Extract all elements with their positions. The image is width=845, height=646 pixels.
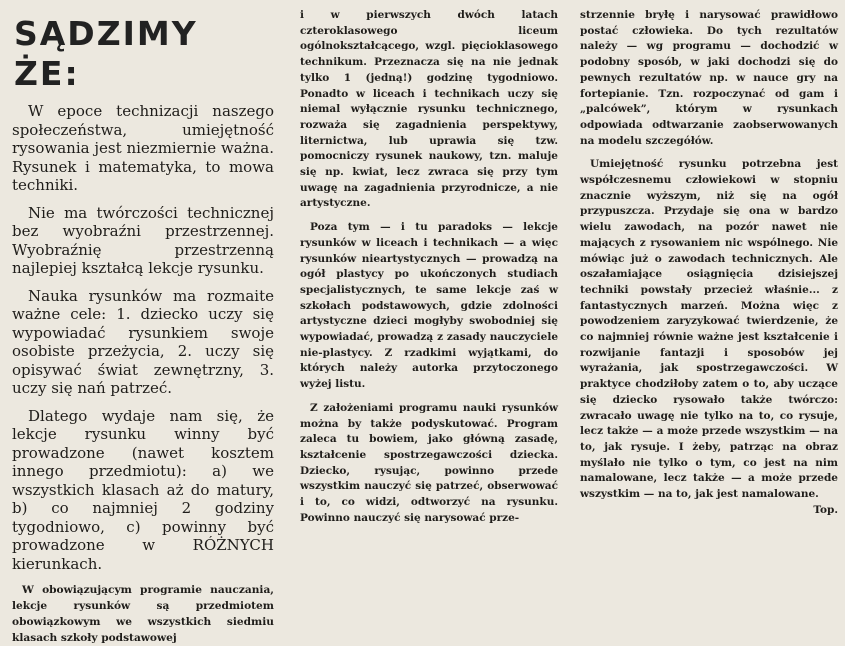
headline: SĄDZIMY ŻE: (14, 14, 198, 93)
paragraph-text: Umiejętność rysunku potrzebna jest współczesnemu człowiekowi w stopniu znacznie wyższym, niż się na ogół przypuszcza. Przydaje się ona w bardzo wielu zawodach, na pozór nawet nie mających z rysowaniem nic wspólnego. Nie mówiąc już o zawodach technicznych. Ale oszałamiające osiągnięcia dzisiejszej techniki powstały przecież właśnie... z fantastycznych marzeń. Można więc z powodzeniem zaryzykować twierdzenie, że co najmniej równie ważne jest kształcenie i rozwijanie fantazji i sposobów jej wyrażania, jak spostrzegawczości. W praktyce chodziłoby zatem o to, aby uczące się dziecko rysowało także twórczo: zwracało uwagę nie tylko na to, co rysuje, lecz także — a może przede wszystkim — na to, jak rysuje. I żeby, patrząc na obraz myślało nie tylko o tym, co jest na nim namalowane, lecz także — a może przede wszystkim — na to, jak jest namalowane. (580, 158, 838, 501)
paragraph: Nie ma twórczości technicznej bez wyobraźni przestrzennej. Wyobraźnię przestrzenną najlepiej kształcą lekcje rysunku. (12, 203, 274, 277)
paragraph: i w pierwszych dwóch latach czteroklasowego liceum ogólnokształcącego, wzgl. pięcioklasowego technikum. Przeznacza się na nie jednak tylko 1 (jedną!) godzinę tygodniowo. Ponadto w liceach i technikach uczy się niemal wyłącznie rysunku technicznego, rozważa się zagadnienia perspektywy, liternictwa, lub uprawia się tzw. pomocniczy rysunek naukowy, tzn. maluje się np. kwiat, lecz zwraca się przy tym uwagę na zagadnienia przyrodnicze, a nie artystyczne. (300, 9, 558, 210)
paragraph: strzennie bryłę i narysować prawidłowo postać człowieka. Do tych rezultatów należy — wg programu — dochodzić w podobny sposób, w jaki dochodzi się do pewnych rezultatów np. w nauce gry na fortepianie. Tzn. rozpoczynać od gam i „palcówek”, którym w rysunkach odpowiada odtwarzanie zaobserwowanych na modelu szczegółów. (580, 9, 838, 147)
column-2 (300, 8, 558, 527)
paragraph: Poza tym — i tu paradoks — lekcje rysunków w liceach i technikach — a więc rysunków nieartystycznych — prowadzą na ogół plastycy po ukończonych studiach specjalistycznych, te same lekcje zaś w szkołach podstawowych, gdzie zdolności artystyczne dzieci mogłyby swobodniej się wypowiadać, prowadzą z zasady nauczyciele nie-plastycy. Z rzadkimi wyjątkami, do których należy autorka przytoczonego wyżej listu. (300, 221, 558, 391)
paragraph (580, 157, 838, 516)
column-3 (580, 8, 838, 519)
column-1 (12, 0, 274, 646)
paragraph: W obowiązującym programie nauczania, lekcje rysunków są przedmiotem obowiązkowym we wszystkich siedmiu klasach szkoły podstawowej (12, 584, 274, 644)
author-signature: Top. (813, 503, 838, 516)
paragraph: Dlatego wydaje nam się, że lekcje rysunku winny być prowadzone (nawet kosztem innego przedmiotu): a) we wszystkich klasach aż do matury, b) co najmniej 2 godziny tygodniowo, c) powinny być prowadzone w RÓŻNYCH kierunkach. (12, 406, 274, 573)
paragraph: Z założeniami programu nauki rysunków można by także podyskutować. Program zaleca tu bowiem, jako główną zasadę, kształcenie spostrzegawczości dziecka. Dziecko, rysując, powinno przede wszystkim nauczyć się patrzeć, obserwować i to, co widzi, odtworzyć na rysunku. Powinno nauczyć się narysować prze- (300, 401, 558, 524)
paragraph: Nauka rysunków ma rozmaite ważne cele: 1. dziecko uczy się wypowiadać rysunkiem swoje osobiste przeżycia, 2. uczy się opisywać świat zewnętrzny, 3. uczy się nań patrzeć. (12, 286, 274, 397)
paragraph: W epoce technizacji naszego społeczeństwa, umiejętność rysowania jest niezmiernie ważna. Rysunek i matematyka, to mowa techniki. (12, 102, 274, 194)
